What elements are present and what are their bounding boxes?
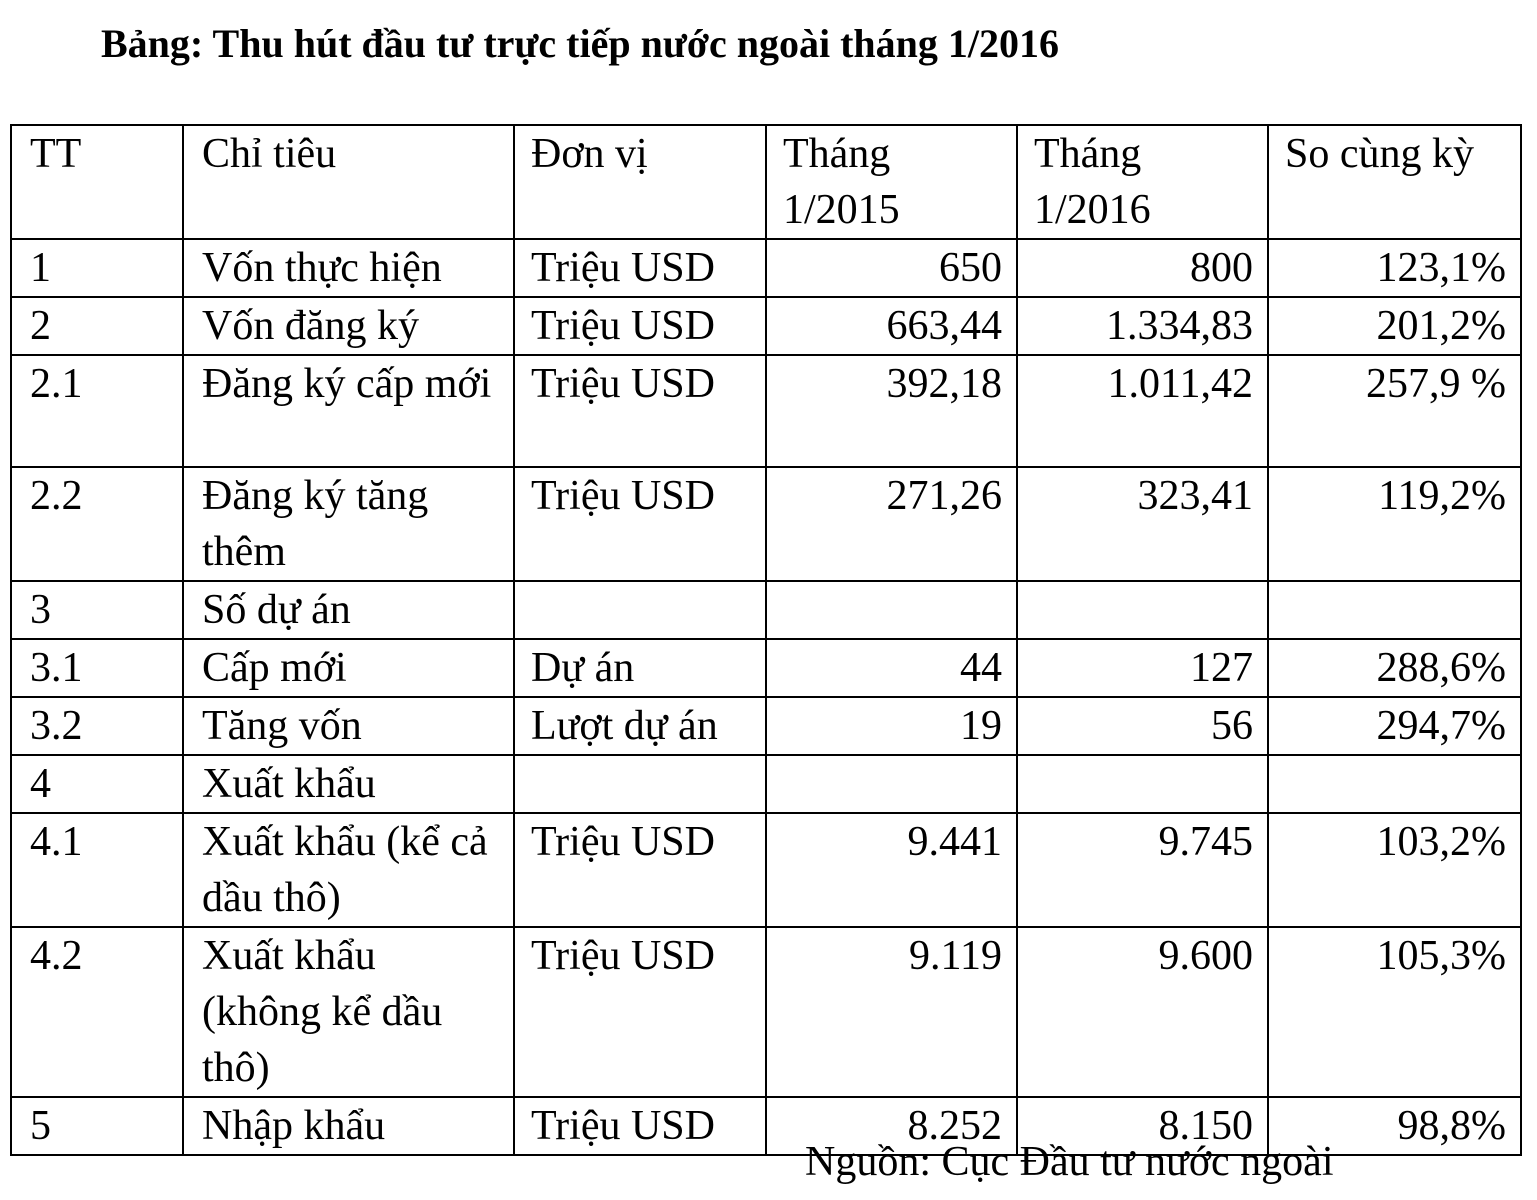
row-value-2016: 9.745 (1017, 813, 1268, 927)
row-value-2015: 663,44 (766, 297, 1017, 355)
row-tt: 4.1 (11, 813, 183, 927)
header-don-vi: Đơn vị (514, 125, 766, 239)
table-row (11, 467, 1521, 581)
row-tt: 3 (11, 581, 183, 639)
table-header-row (11, 125, 1521, 239)
row-yoy: 288,6% (1268, 639, 1521, 697)
row-value-2015 (766, 581, 1017, 639)
table-row (11, 927, 1521, 1097)
table-row (11, 639, 1521, 697)
header-tt: TT (11, 125, 183, 239)
row-value-2016: 8.150 (1017, 1097, 1268, 1155)
row-value-2015: 9.441 (766, 813, 1017, 927)
row-value-2016: 56 (1017, 697, 1268, 755)
row-name: Xuất khẩu (không kể dầu thô) (183, 927, 514, 1097)
row-yoy: 201,2% (1268, 297, 1521, 355)
row-yoy (1268, 755, 1521, 813)
row-value-2016: 127 (1017, 639, 1268, 697)
row-name: Cấp mới (183, 639, 514, 697)
table-row (11, 813, 1521, 927)
row-unit (514, 755, 766, 813)
row-yoy: 98,8% (1268, 1097, 1521, 1155)
table-row (11, 239, 1521, 297)
row-value-2015: 44 (766, 639, 1017, 697)
row-unit: Dự án (514, 639, 766, 697)
row-tt: 2.2 (11, 467, 183, 581)
row-value-2015: 9.119 (766, 927, 1017, 1097)
table-row (11, 581, 1521, 639)
row-value-2015: 271,26 (766, 467, 1017, 581)
row-value-2016: 323,41 (1017, 467, 1268, 581)
row-yoy: 123,1% (1268, 239, 1521, 297)
header-chi-tieu: Chỉ tiêu (183, 125, 514, 239)
row-value-2015 (766, 755, 1017, 813)
row-unit: Lượt dự án (514, 697, 766, 755)
row-unit: Triệu USD (514, 927, 766, 1097)
row-value-2016: 800 (1017, 239, 1268, 297)
row-tt: 4 (11, 755, 183, 813)
header-thang-1-2016: Tháng 1/2016 (1017, 125, 1268, 239)
row-unit: Triệu USD (514, 467, 766, 581)
row-value-2016: 1.334,83 (1017, 297, 1268, 355)
header-thang-1-2015: Tháng 1/2015 (766, 125, 1017, 239)
row-name: Vốn thực hiện (183, 239, 514, 297)
table-row (11, 697, 1521, 755)
row-unit: Triệu USD (514, 813, 766, 927)
row-yoy: 103,2% (1268, 813, 1521, 927)
row-unit (514, 581, 766, 639)
row-name: Vốn đăng ký (183, 297, 514, 355)
table-title: Bảng: Thu hút đầu tư trực tiếp nước ngoài tháng 1/2016 (101, 21, 1060, 66)
row-value-2016 (1017, 581, 1268, 639)
row-value-2015: 19 (766, 697, 1017, 755)
row-yoy: 294,7% (1268, 697, 1521, 755)
table-row (11, 355, 1521, 467)
row-name: Tăng vốn (183, 697, 514, 755)
row-tt: 2 (11, 297, 183, 355)
row-value-2016 (1017, 755, 1268, 813)
row-yoy: 105,3% (1268, 927, 1521, 1097)
row-value-2015: 8.252 (766, 1097, 1017, 1155)
row-unit: Triệu USD (514, 297, 766, 355)
row-unit: Triệu USD (514, 1097, 766, 1155)
row-name: Xuất khẩu (183, 755, 514, 813)
row-tt: 5 (11, 1097, 183, 1155)
header-so-cung-ky: So cùng kỳ (1268, 125, 1521, 239)
row-tt: 3.2 (11, 697, 183, 755)
source-note: Nguồn: Cục Đầu tư nước ngoài (805, 1139, 1334, 1185)
row-name: Xuất khẩu (kể cả dầu thô) (183, 813, 514, 927)
table-row (11, 755, 1521, 813)
table-row (11, 297, 1521, 355)
row-tt: 3.1 (11, 639, 183, 697)
row-tt: 1 (11, 239, 183, 297)
row-yoy: 119,2% (1268, 467, 1521, 581)
row-name: Số dự án (183, 581, 514, 639)
row-name: Đăng ký cấp mới (183, 355, 514, 467)
fdi-table (10, 124, 1522, 1156)
row-value-2016: 9.600 (1017, 927, 1268, 1097)
row-yoy: 257,9 % (1268, 355, 1521, 467)
row-value-2015: 392,18 (766, 355, 1017, 467)
row-yoy (1268, 581, 1521, 639)
row-name: Đăng ký tăng thêm (183, 467, 514, 581)
row-unit: Triệu USD (514, 239, 766, 297)
row-value-2016: 1.011,42 (1017, 355, 1268, 467)
row-tt: 4.2 (11, 927, 183, 1097)
row-value-2015: 650 (766, 239, 1017, 297)
row-name: Nhập khẩu (183, 1097, 514, 1155)
row-tt: 2.1 (11, 355, 183, 467)
row-unit: Triệu USD (514, 355, 766, 467)
